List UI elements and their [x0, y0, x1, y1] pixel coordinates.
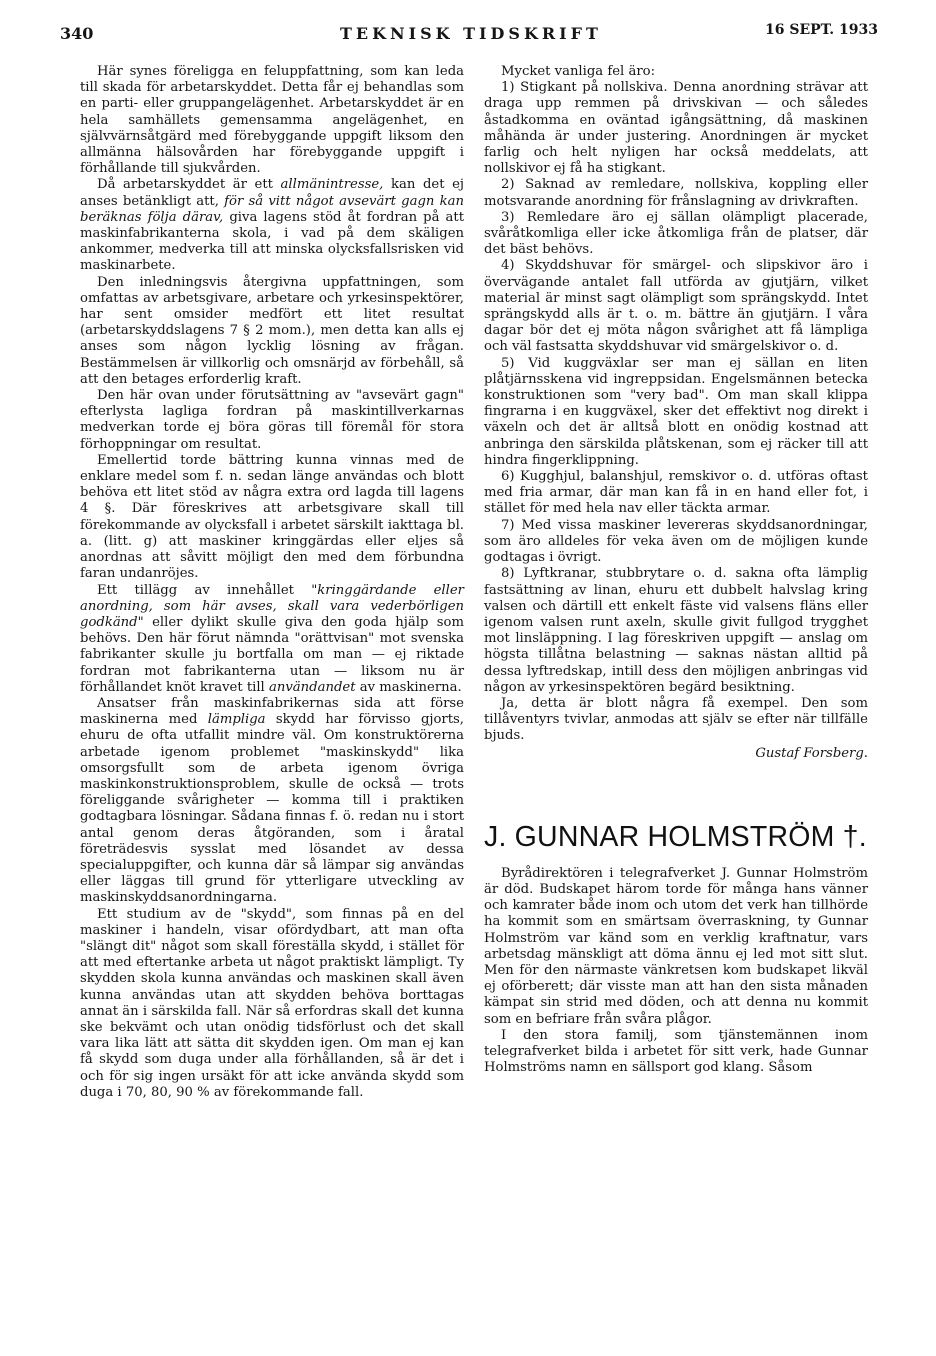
paragraph: Ett studium av de "skydd", som finnas på en del maskiner i handeln, visar ofördydbart, att man ofta "slängt dit" något som skall föreställa skydd, i stället för att med eftertanke arbeta ut något praktiskt lämpligt. Ty skydden skola kunna användas och maskinen skall även kunna användas utan att skydden behöva borttagas annat än i särskilda fall. När så erfordras skall det kunna ske bekvämt och utan onödig tidsförlust och det skall vara lika lätt att sätta dit skydden igen. Om man ej kan få skydd som duga under alla förhållanden, så är det i och för sig ingen ursäkt för att icke använda skydd som duga i 70, 80, 90 % av förekommande fall.: [80, 906, 464, 1100]
paragraph: Byrådirektören i telegrafverket J. Gunnar Holmström är död. Budskapet härom torde för många hans vänner och kamrater både inom och utom det verk han tillhörde ha kommit som en smärtsam överraskning, ty Gunnar Holmström var känd som en verklig kraftnatur, vars arbetsdag mänskligt att döma ännu ej led mot sitt slut. Men för den närmaste vänkretsen kom budskapet likväl ej oförberett; där visste man att han den sista månaden kämpat sin strid med döden, och att denna nu kommit som en befriare från svåra plågor.: [484, 865, 868, 1027]
author-signature: Gustaf Forsberg.: [755, 745, 868, 761]
right-column: [484, 64, 868, 1076]
paragraph: Ansatser från maskinfabrikernas sida att förse maskinerna med lämpliga skydd har förvisso gjorts, ehuru de ofta utfallit mindre väl. Om konstruktörerna arbetade igenom problemet "maskinskydd" lika omsorgsfullt som de arbeta igenom övriga maskinkonstruktionsproblem, skulle de också — trots föreliggande svårigheter — komma till i praktiken godtagbara lösningar. Sådana finnas f. ö. redan nu i stort antal genom deras åtgöranden, som i åratal företrädesvis sysslat med lösandet av dessa specialuppgifter, och kunna där så lämpar sig användas eller läggas till grund för ytterligare utveckling av maskinskyddsanordningarna.: [80, 695, 464, 906]
journal-title: TEKNISK TIDSKRIFT: [340, 24, 602, 43]
emphasis: allmänintresse,: [280, 177, 384, 193]
issue-date: 16 SEPT. 1933: [765, 22, 878, 38]
emphasis: för så vitt något avsevärt gagn kan beräknas följa därav,: [80, 193, 464, 225]
paragraph: Den inledningsvis återgivna uppfattningen, som omfattas av arbetsgivare, arbetare och yrkesinspektörer, har sent omsider medfört ett litet resultat (arbetarskyddslagens 7 § 2 mom.), men detta kan alls ej anses som någon lycklig lösning av frågan. Bestämmelsen är villkorlig och omsnärjd av förbehåll, så att den betages erforderlig kraft.: [80, 274, 464, 387]
list-item: 1) Stigkant på nollskiva. Denna anordning strävar att draga upp remmen på drivskivan — och således åstadkomma en oväntad igångsättning, då maskinen måhända är under justering. Anordningen är mycket farlig och helt nyligen har också meddelats, att nollskivor ej få ha stigkant.: [484, 80, 868, 177]
emphasis: lämpliga: [207, 712, 266, 728]
list-item: 7) Med vissa maskiner levereras skyddsanordningar, som äro alldeles för veka även om de möjligen kunde godtagas i övrigt.: [484, 517, 868, 566]
list-item: 5) Vid kuggväxlar ser man ej sällan en liten plåtjärnsskena vid ingreppsidan. Engelsmännen betecka konstruktionen som "very bad". Om man skall klippa fingrarna i en kuggväxel, sker det effektivt nog direkt i växeln och det är alltså blott en onödig kostnad att anbringa den särskilda plåtskenan, som ej räcker till att hindra fingerklippning.: [484, 355, 868, 468]
paragraph: Ja, detta är blott några få exempel. Den som tillåventyrs tvivlar, anmodas att själv se efter när tillfälle bjuds.: [484, 695, 868, 744]
paragraph: Ett tillägg av innehållet "kringgärdande eller anordning, som här avses, skall vara vederbörligen godkänd" eller dylikt skulle giva den goda hjälp som behövs. Den här förut nämnda "orättvisan" mot svenska fabrikanter skulle ju bortfalla om man — ej riktade fordran mot fabrikanterna utan — liksom nu är förhållandet knöt kravet till användandet av maskinerna.: [80, 582, 465, 695]
emphasis: "kringgärdande eller anordning, som här avses, skall vara vederbörligen godkänd": [80, 582, 464, 630]
list-item: 2) Saknad av remledare, nollskiva, koppling eller motsvarande anordning för frånslagning av drivkraften.: [484, 177, 868, 209]
page-number: 340: [60, 24, 94, 43]
list-item: 4) Skyddshuvar för smärgel- och slipskivor äro i övervägande antalet fall utförda av gjutjärn, vilket material är minst sagt olämpligt som sprängskydd. Intet sprängskydd alls är t. o. m. bättre än gjutjärn. I våra dagar bör det ej möta någon svårighet att få lämpliga och väl fastsatta skyddshuvar vid smärgelskivor o. d.: [484, 258, 868, 355]
list-item: 8) Lyftkranar, stubbrytare o. d. sakna ofta lämplig fastsättning av linan, ehuru ett dubbelt halvslag kring valsen och därtill ett enkelt fäste vid valsens fläns eller igenom valsen runt axeln, skulle givit fullgod trygghet mot linsläppning. I lag föreskriven uppgift — anslag om högsta tillåtna belastning — saknas nästan alltid på dessa lyftredskap, intill dess den möjligen anbringas vid någon av yrkesinspektören begärd besiktning.: [484, 566, 868, 695]
list-intro: Mycket vanliga fel äro:: [501, 64, 656, 79]
paragraph: Här synes föreligga en feluppfattning, som kan leda till skada för arbetarskyddet. Detta får ej behandlas som en parti- eller gruppangelägenhet. Arbetarskyddet är en hela samhällets gemensamma angelägenhet, en självvärnsåtgärd med förebyggande uppgift liksom den allmänna hälsovården har förebyggande uppgift i förhållande till sjukvården.: [80, 64, 464, 177]
paragraph: Då arbetarskyddet är ett allmänintresse, kan det ej anses betänkligt att, för så vitt något avsevärt gagn kan beräknas följa därav, giva lagens stöd åt fordran på att maskinfabrikanterna skola, i vad på dem skäligen ankommer, medverka till att minska olycksfallsrisken vid maskinarbete.: [80, 177, 464, 274]
obituary-title: J. GUNNAR HOLMSTRÖM †.: [484, 820, 867, 853]
paragraph: Emellertid torde bättring kunna vinnas med de enklare medel som f. n. sedan länge användas och blott behöva ett litet stöd av några extra ord lagda till lagens 4 §. Där föreskrives att arbetsgivare skall till förekommande av olycksfall i arbetet särskilt iakttaga bl. a. (litt. g) att maskiner kringgärdas eller eljes så anordnas att såvitt möjligt den med dem förbundna faran undanröjes.: [80, 452, 464, 582]
emphasis: användandet: [268, 679, 356, 695]
list-item: 6) Kugghjul, balanshjul, remskivor o. d. utföras oftast med fria armar, där man kan få in en hand eller fot, i stället för med hela nav eller täckta armar.: [484, 469, 868, 517]
left-column: [80, 64, 464, 1101]
list-item: 3) Remledare äro ej sällan olämpligt placerade, svåråtkomliga eller icke åtkomliga från de platser, där det bäst behövs.: [484, 209, 868, 258]
paragraph: Den här ovan under förutsättning av "avsevärt gagn" efterlysta lagliga fordran på maskintillverkarnas medverkan torde ej böra göras till föremål för stora förhoppningar om resultat.: [80, 388, 464, 452]
paragraph: I den stora familj, som tjänstemännen inom telegrafverket bilda i arbetet för sitt verk, hade Gunnar Holmströms namn en sällsport god klang. Såsom: [484, 1027, 868, 1076]
